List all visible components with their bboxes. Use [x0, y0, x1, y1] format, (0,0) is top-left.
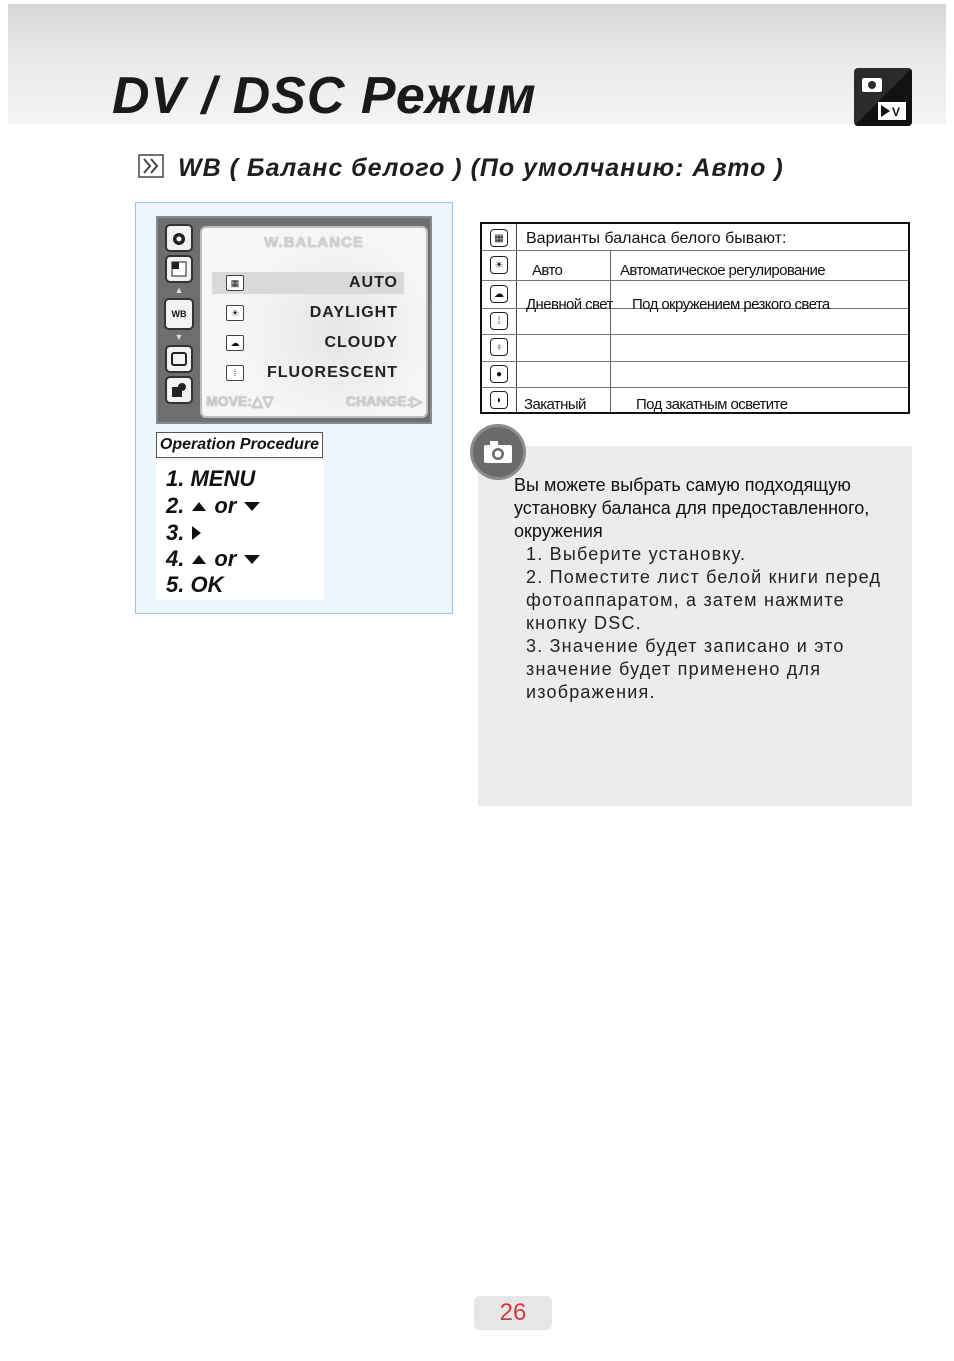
cloud-icon: ☁ [226, 335, 244, 351]
page-title: DV / DSC Режим [112, 67, 537, 125]
camera-icon [470, 424, 526, 480]
fluorescent-icon: ⁞ [490, 312, 508, 330]
sunset-icon: ◗ [490, 391, 508, 409]
section-arrow-icon [138, 154, 164, 183]
sun-icon: ☀ [226, 305, 244, 321]
op-step-number: 2. [166, 493, 185, 518]
fluorescent-icon: ⁞ [226, 365, 244, 381]
wb-option-auto[interactable] [212, 272, 404, 294]
table-row-line [482, 361, 908, 362]
sun-icon: ☀ [490, 256, 508, 274]
tip-step-1: 1. Выберите установку. [526, 544, 747, 564]
table-row-desc: Под окружением резкого света [632, 296, 830, 313]
page-number: 26 [474, 1296, 552, 1330]
setup-icon [165, 376, 193, 404]
wb-option-daylight[interactable] [212, 302, 404, 324]
lcd-wb-menu [200, 226, 428, 418]
operation-procedure-label: Operation Procedure [156, 432, 323, 458]
op-step-5 [166, 572, 223, 598]
op-step-4 [166, 546, 260, 572]
wb-option-fluorescent[interactable] [212, 362, 404, 384]
wb-icon [164, 298, 194, 330]
section-title: WB ( Баланс белого ) (По умолчанию: Авто ) [178, 154, 784, 182]
wb-option-cloudy[interactable] [212, 332, 404, 354]
section-heading [138, 154, 784, 183]
svg-text:V: V [892, 105, 901, 119]
op-step-3 [166, 520, 201, 546]
down-arrow-icon: ▼ [174, 332, 184, 342]
table-row-name: Авто [532, 262, 563, 279]
bulb-icon: ♁ [490, 338, 508, 356]
table-row-name: Дневной свет [526, 296, 613, 313]
op-step-number: 4. [166, 546, 185, 571]
quality-icon [165, 255, 193, 283]
up-arrow-icon: ▲ [174, 285, 184, 295]
up-arrow-icon [192, 502, 206, 511]
table-row-line [482, 334, 908, 335]
table-row-line [482, 280, 908, 281]
wb-options-table [480, 222, 910, 414]
lcd-change-hint: CHANGE:▷ [345, 393, 422, 409]
lcd-footer [206, 393, 422, 410]
cloud-icon: ☁ [490, 285, 508, 303]
lcd-move-hint: MOVE:△▽ [206, 393, 274, 409]
table-row-line [482, 250, 908, 251]
op-step-1 [166, 466, 255, 492]
op-step-2 [166, 493, 260, 519]
op-step-or: or [214, 546, 237, 571]
wb-menu-title: W.BALANCE [264, 234, 364, 251]
operation-steps [156, 460, 324, 600]
op-step-or: or [214, 493, 237, 518]
table-row-name: Закатный [524, 396, 586, 413]
table-header: Варианты баланса белого бывают: [526, 230, 787, 247]
mode-icon [165, 224, 193, 252]
op-step-number: 3. [166, 520, 185, 545]
lcd-side-menu [162, 224, 196, 420]
wb-option-label: AUTO [348, 274, 398, 291]
tip-step-3: 3. Значение будет записано и это значение будет применено для изображения. [526, 636, 845, 702]
table-divider [516, 224, 517, 412]
moon-icon: ● [490, 365, 508, 383]
camera-video-mode-icon [854, 68, 912, 126]
wb-option-label: DAYLIGHT [309, 304, 398, 321]
right-arrow-icon [192, 526, 201, 540]
table-row-desc: Под закатным осветите [636, 396, 788, 413]
lcd-screen [156, 216, 432, 424]
tip-step-2: 2. Поместите лист белой книги перед фотоаппаратом, а затем нажмите кнопку DSC. [526, 567, 882, 633]
table-row-desc: Автоматическое регулирование [620, 262, 825, 279]
wb-badge-label: WB [171, 309, 187, 319]
tip-intro: Вы можете выбрать самую подходящую установку баланса для предоставленного, окружения [514, 475, 870, 541]
op-step-text: 1. MENU [166, 466, 256, 491]
up-arrow-icon [192, 555, 206, 564]
down-arrow-icon [244, 555, 260, 564]
wb-option-label: CLOUDY [324, 334, 398, 351]
table-row-line [482, 387, 908, 388]
op-step-text: 5. OK [166, 572, 224, 597]
awb-icon: ▦ [226, 275, 244, 291]
down-arrow-icon [244, 502, 260, 511]
wb-option-label: FLUORESCENT [267, 364, 398, 381]
awb-icon: ▦ [490, 229, 508, 247]
frame-icon [165, 345, 193, 373]
